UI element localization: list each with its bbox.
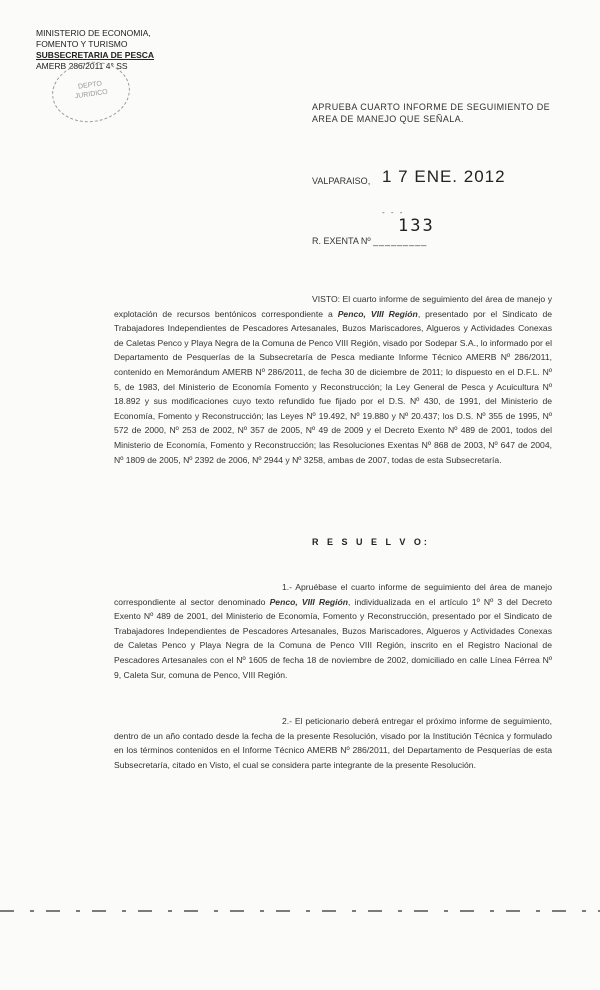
item-1-place: Penco, VIII Región: [269, 596, 349, 607]
letterhead-ministry: MINISTERIO DE ECONOMIA,: [36, 28, 151, 38]
resolution-label: R. EXENTA Nº: [312, 236, 371, 246]
visto-text-a: El cuarto informe de seguimiento del área de manejo y explotación de recursos bentónicos correspondiente a: [114, 294, 552, 319]
visto-text-b: , presentado por el Sindicato de Trabajadores Independientes de Pescadores Artesanales, Buzos Mariscadores, Algueros y Actividades Conexas de Caletas Penco y Playa Negra de la Comuna de Penco VIII Región, visado por Sodepar S.A., lo informado por el Departamento de Pesquerías de la Subsecretaría de Pesca mediante Informe Técnico AMERB Nº 286/2011, contenido en Memorándum AMERB Nº 286/2011, de fecha 30 de diciembre de 2011; lo dispuesto en el D.F.L. Nº 5, de 1983, del Ministerio de Economía Fomento y Reconstrucción; la Ley General de Pesca y Acuicultura Nº 18.892 y sus modificaciones cuyo texto refundido fue fijado por el D.S. Nº 430, de 1991, del Ministerio de Economía, Fomento y Reconstrucción; las Leyes Nº 19.492, Nº 19.880 y Nº 20.437; los D.S. Nº 355 de 1995, Nº 572 de 2000, Nº 253 de 2002, Nº 357 de 2005, Nº 49 de 2009 y el Decreto Exento Nº 489 de 2001, todos del Ministerio de Economía, Fomento y Reconstrucción; las Resoluciones Exentas Nº 868 de 2003, Nº 647 de 2004, Nº 1809 de 2005, Nº 2392 de 2006, Nº 2944 y Nº 3258, ambas de 2007, todas de esta Subsecretaría.: [114, 308, 552, 465]
date-line: [312, 167, 506, 186]
item-1-text-a: 1.- Apruébase el cuarto informe de seguimiento del área de manejo correspondiente al sector denominado: [114, 582, 552, 607]
visto-paragraph: [114, 292, 552, 467]
item-2-text: 2.- El peticionario deberá entregar el próximo informe de seguimiento, dentro de un año contado desde la fecha de la presente Resolución, visado por la Institución Técnica y formulado en los términos contenidos en el Informe Técnico AMERB Nº 286/2011, del Departamento de Pesquerías de esta Subsecretaría, citado en Visto, el cual se considera parte integrante de la presente Resolución.: [114, 716, 552, 770]
item-1-paragraph: [114, 580, 552, 682]
letterhead-subsecretaria: SUBSECRETARIA DE PESCA: [36, 50, 155, 60]
resolution-blank: _________: [373, 236, 428, 246]
item-1-text-b: , individualizada en el artículo 1º Nº 3 del Decreto Exento Nº 489 de 2001, del Ministerio de Economía, Fomento y Reconstrucción, presentado por el Sindicato de Trabajadores Independientes de Pescadores Artesanales, Buzos Mariscadores, Algueros y Actividades Conexas de Caletas Penco y Playa Negra de la Comuna de Penco VIII Región, inscrito en el Registro Nacional de Pescadores Artesanales con el Nº 1605 de fecha 18 de noviembre de 2002, domiciliado en calle Línea Férrea Nº 9, Caleta Sur, comuna de Penco, VIII Región.: [114, 596, 553, 680]
date-place: VALPARAISO,: [312, 176, 371, 186]
stamp-line1: DEPTO: [77, 80, 103, 91]
resolution-number-line: [312, 208, 435, 246]
letterhead-ministry-sub: FOMENTO Y TURISMO: [36, 39, 128, 49]
resolution-marks: - - -: [382, 208, 405, 217]
visto-label: VISTO:: [312, 294, 341, 304]
item-2-paragraph: [114, 714, 552, 772]
page-footer-rule: [0, 910, 600, 912]
visto-place: Penco, VIII Región: [337, 308, 418, 319]
letterhead-reference: AMERB 286/2011 4° SS: [36, 61, 128, 71]
document-subject: APRUEBA CUARTO INFORME DE SEGUIMIENTO DE AREA DE MANEJO QUE SEÑALA.: [312, 102, 551, 124]
date-stamp: 1 7 ENE. 2012: [382, 167, 506, 186]
resuelvo-heading: R E S U E L V O:: [312, 537, 430, 547]
resolution-number: 133: [398, 216, 435, 236]
stamp-line2: JURIDICO: [74, 88, 109, 101]
